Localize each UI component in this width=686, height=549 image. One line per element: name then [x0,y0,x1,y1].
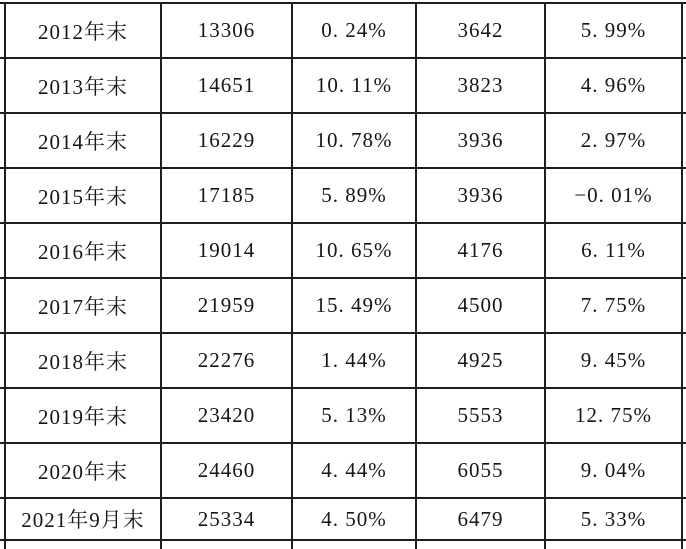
value-cell: 24460 [162,444,293,499]
value-cell: 3936 [417,114,546,169]
growth-cell: 9. 45% [546,334,683,389]
period-cell: 2017年末 [6,279,162,334]
table-row [0,444,686,499]
value-cell: 17185 [162,169,293,224]
table-row [0,114,686,169]
value-cell: 13306 [162,4,293,59]
table-row [0,499,686,541]
clipped-cell [417,541,546,549]
period-cell: 2016年末 [6,224,162,279]
growth-cell: 5. 33% [546,499,683,541]
value-cell: 4176 [417,224,546,279]
value-cell: 14651 [162,59,293,114]
value-cell: 25334 [162,499,293,541]
value-cell: 6479 [417,499,546,541]
clipped-cell [293,541,417,549]
growth-cell: 9. 04% [546,444,683,499]
period-cell: 2020年末 [6,444,162,499]
table-row [0,59,686,114]
growth-cell: 12. 75% [546,389,683,444]
growth-cell: 6. 11% [546,224,683,279]
value-cell: 22276 [162,334,293,389]
growth-cell: 10. 65% [293,224,417,279]
table-row [0,279,686,334]
value-cell: 4500 [417,279,546,334]
table-row [0,334,686,389]
value-cell: 5553 [417,389,546,444]
growth-cell: −0. 01% [546,169,683,224]
value-cell: 23420 [162,389,293,444]
table-row [0,389,686,444]
growth-cell: 7. 75% [546,279,683,334]
value-cell: 21959 [162,279,293,334]
value-cell: 16229 [162,114,293,169]
period-cell: 2015年末 [6,169,162,224]
period-cell: 2018年末 [6,334,162,389]
value-cell: 3936 [417,169,546,224]
growth-cell: 10. 11% [293,59,417,114]
clipped-cell [6,541,162,549]
period-cell: 2014年末 [6,114,162,169]
value-cell: 19014 [162,224,293,279]
growth-cell: 5. 99% [546,4,683,59]
table-row [0,4,686,59]
data-table [0,2,686,549]
clipped-cell [546,541,683,549]
growth-cell: 0. 24% [293,4,417,59]
value-cell: 3642 [417,4,546,59]
growth-cell: 2. 97% [546,114,683,169]
value-cell: 3823 [417,59,546,114]
value-cell: 4925 [417,334,546,389]
growth-cell: 4. 44% [293,444,417,499]
table-row [0,169,686,224]
period-cell: 2012年末 [6,4,162,59]
period-cell: 2019年末 [6,389,162,444]
growth-cell: 1. 44% [293,334,417,389]
growth-cell: 4. 96% [546,59,683,114]
clipped-table-row [0,541,686,549]
growth-cell: 4. 50% [293,499,417,541]
growth-cell: 10. 78% [293,114,417,169]
growth-cell: 5. 89% [293,169,417,224]
period-cell: 2013年末 [6,59,162,114]
growth-cell: 15. 49% [293,279,417,334]
period-cell: 2021年9月末 [6,499,162,541]
growth-cell: 5. 13% [293,389,417,444]
value-cell: 6055 [417,444,546,499]
clipped-cell [162,541,293,549]
table-row [0,224,686,279]
